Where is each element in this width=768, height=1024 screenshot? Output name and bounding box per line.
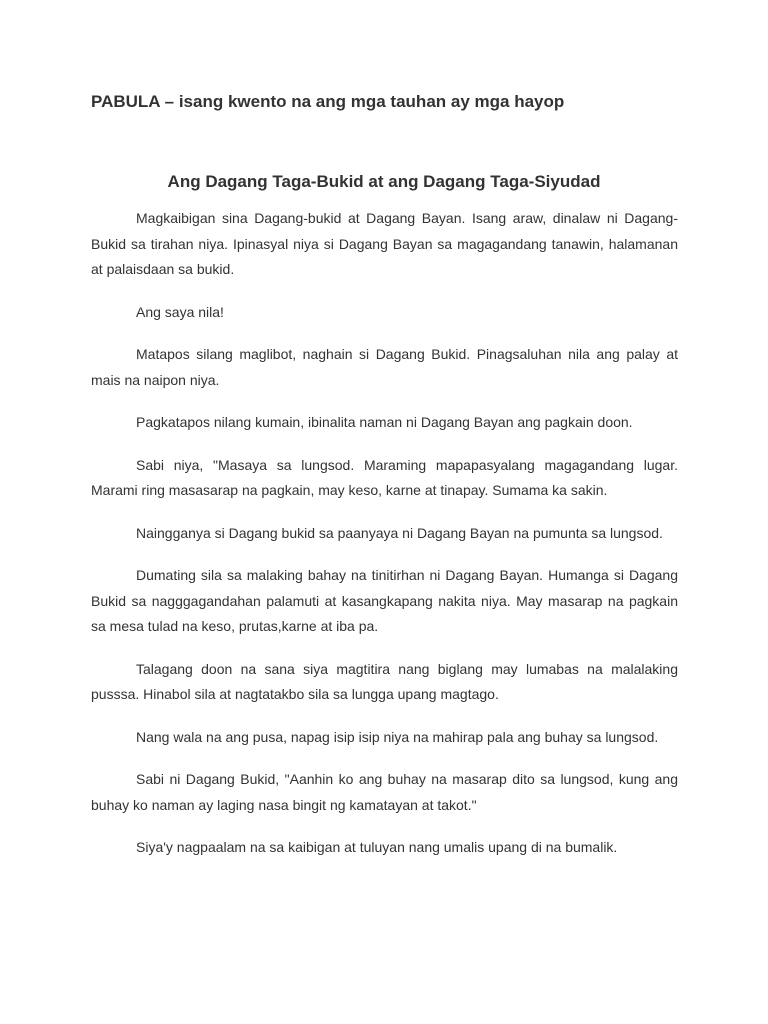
story-paragraph: Dumating sila sa malaking bahay na tinitirhan ni Dagang Bayan. Humanga si Dagang Bukid sa nagggagandahan palamuti at kasangkapang nakita niya. May masarap na pagkain sa mesa tulad na keso, prutas,karne at iba pa. (91, 567, 678, 634)
story-paragraph: Sabi niya, "Masaya sa lungsod. Maraming mapapasyalang magagandang lugar. Marami ring masasarap na pagkain, may keso, karne at tinapay. Sumama ka sakin. (91, 456, 678, 498)
document-heading: PABULA – isang kwento na ang mga tauhan ay mga hayop (91, 92, 565, 111)
story-paragraph: Pagkatapos nilang kumain, ibinalita naman ni Dagang Bayan ang pagkain doon. (136, 414, 633, 430)
story-paragraph: Siya'y nagpaalam na sa kaibigan at tuluyan nang umalis upang di na bumalik. (136, 839, 618, 855)
story-paragraph: Talagang doon na sana siya magtitira nang biglang may lumabas na malalaking pusssa. Hinabol sila at nagtatakbo sila sa lungga upang magtago. (91, 660, 678, 702)
story-paragraph: Magkaibigan sina Dagang-bukid at Dagang Bayan. Isang araw, dinalaw ni Dagang-Bukid sa tirahan niya. Ipinasyal niya si Dagang Bayan sa magagandang tanawin, halamanan at palaisdaan sa bukid. (91, 210, 678, 277)
story-paragraph: Naingganya si Dagang bukid sa paanyaya ni Dagang Bayan na pumunta sa lungsod. (136, 524, 663, 541)
story-paragraph: Ang saya nila! (136, 303, 224, 320)
story-title: Ang Dagang Taga-Bukid at ang Dagang Taga-Siyudad (167, 172, 601, 191)
story-paragraph: Matapos silang maglibot, naghain si Dagang Bukid. Pinagsaluhan nila ang palay at mais na naipon niya. (91, 346, 678, 388)
story-paragraph: Sabi ni Dagang Bukid, "Aanhin ko ang buhay na masarap dito sa lungsod, kung ang buhay ko naman ay laging nasa bingit ng kamatayan at takot." (91, 771, 678, 813)
story-body (91, 206, 678, 878)
story-paragraph: Nang wala na ang pusa, napag isip isip niya na mahirap pala ang buhay sa lungsod. (136, 728, 659, 745)
